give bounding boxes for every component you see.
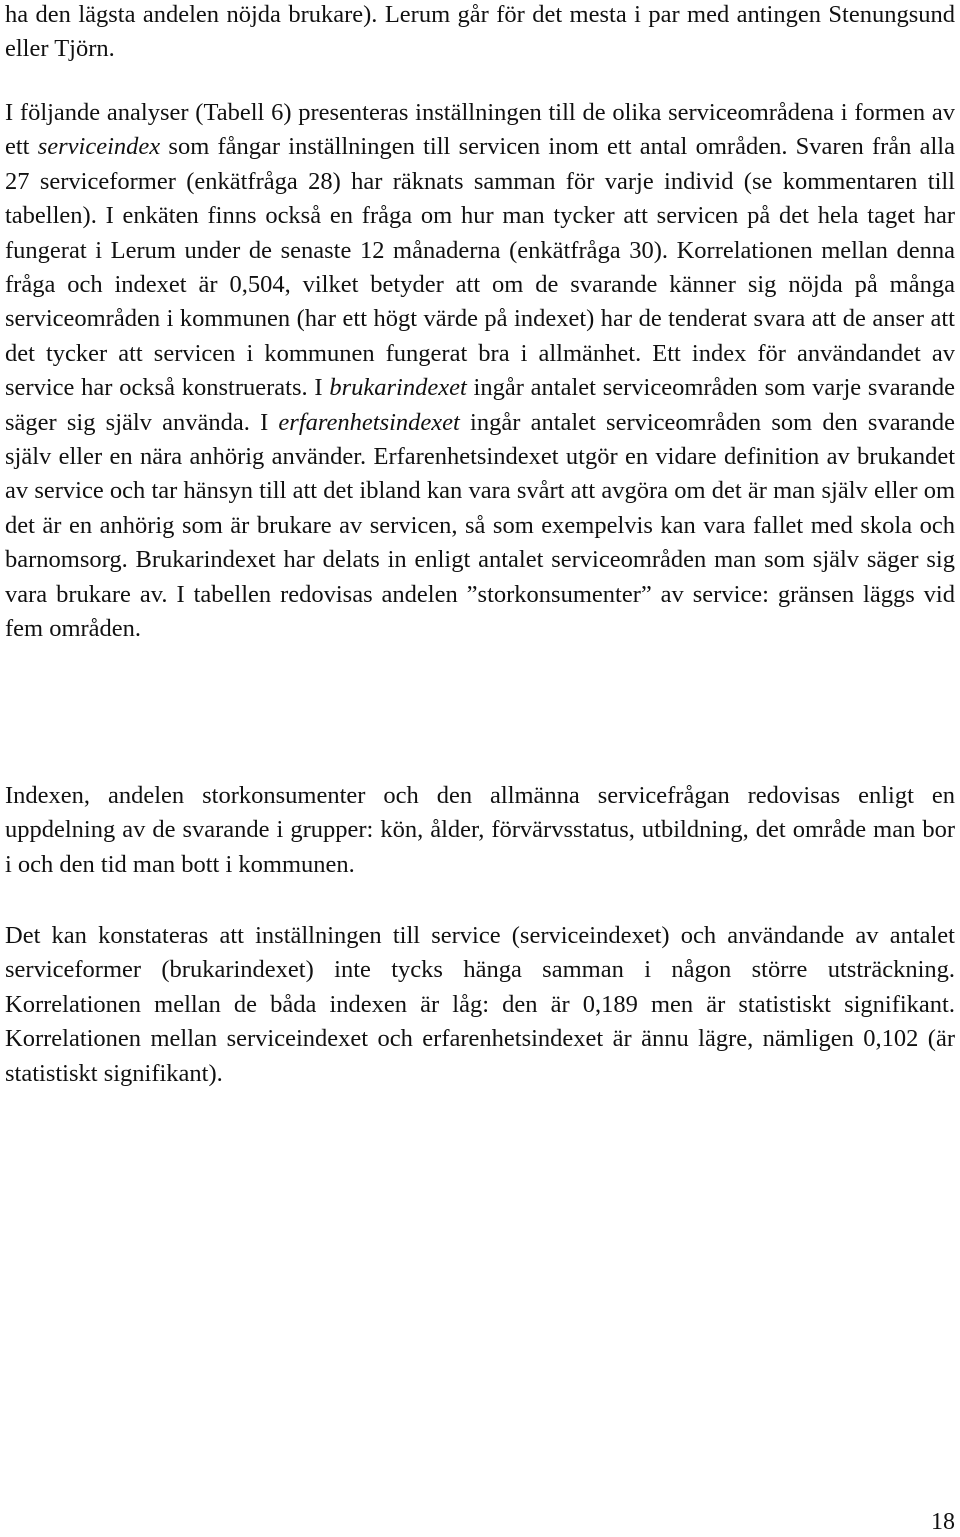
term-erfarenhetsindexet: erfarenhetsindexet [278,408,460,436]
paragraph-1: ha den lägsta andelen nöjda brukare). Lerum går för det mesta i par med antingen Stenungsund eller Tjörn. [5,1,955,63]
paragraph-3: Indexen, andelen storkonsumenter och den allmänna servicefrågan redovisas enligt en uppdelning av de svarande i grupper: kön, ålder, förvärvsstatus, utbildning, det område man bor i och den tid man bott i kommunen. [5,782,955,878]
paragraph-2-text: I följande analyser (Tabell 6) presenteras inställningen till de olika serviceområdena i formen av ett [5,99,955,161]
paragraph-2-text: ingår antalet serviceområden som varje svarande säger sig själv använda. I [5,374,955,436]
paragraph-4: Det kan konstateras att inställningen till service (serviceindexet) och användande av antalet serviceformer (brukarindexet) inte tycks hänga samman i någon större utsträckning. Korrelationen mellan de båda indexen är låg: den är 0,189 men är statistiskt signifikant. Korrelationen mellan serviceindexet och erfarenhetsindexet är ännu lägre, nämligen 0,102 (är statistiskt signifikant). [5,922,955,1087]
term-brukarindexet: brukarindexet [329,374,467,402]
paragraph-2-text: som fångar inställningen till servicen inom ett antal områden. Svaren från alla 27 serviceformer (enkätfråga 28) har räknats samman för varje individ (se kommentaren till tabellen). I enkäten finns också en fråga om hur man tycker att servicen på det hela taget har fungerat i Lerum under de senaste 12 månaderna (enkätfråga 30). Korrelationen mellan denna fråga och indexet är 0,504, vilket betyder att om de svarande känner sig nöjda på många serviceområden i kommunen (har ett högt värde på indexet) har de tenderat svara att de anser att det tycker att servicen i kommunen fungerat bra i allmänhet. Ett index för användandet av service har också konstruerats. I [5,133,955,402]
term-serviceindex: serviceindex [37,133,161,161]
page-number: 18 [931,1509,955,1535]
paragraph-2 [5,96,955,647]
paragraph-2-text: ingår antalet serviceområden som den svarande själv eller en nära anhörig använder. Erfarenhetsindexet utgör en vidare definition av brukandet av service och tar hänsyn till att det ibland kan vara svårt att avgöra om det är man själv eller om det är en anhörig som är brukare av servicen, så som exempelvis kan vara fallet med skola och barnomsorg. Brukarindexet har delats in enligt antalet serviceområden man som själv säger sig vara brukare av. I tabellen redovisas andelen ”storkonsumenter” av service: gränsen läggs vid fem områden. [5,408,955,643]
